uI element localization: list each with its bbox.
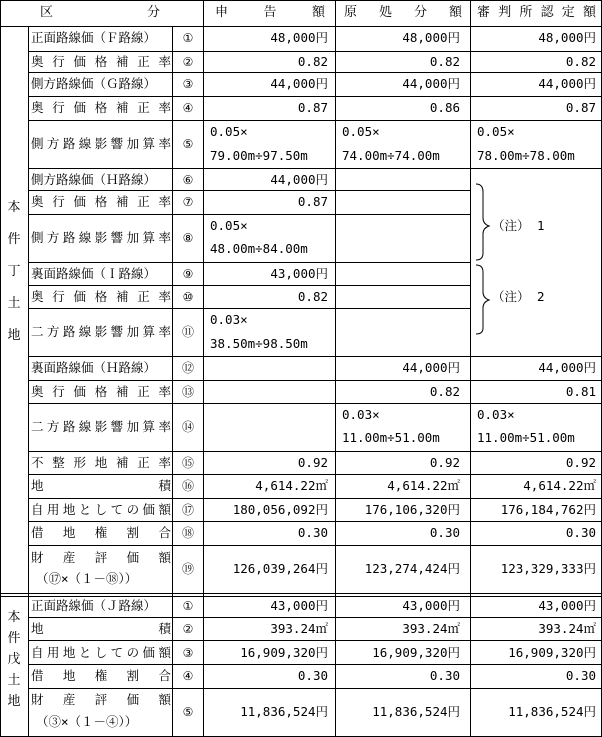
cell-tribunal: 0.87: [565, 100, 596, 115]
row-label: 地積: [31, 478, 171, 493]
row-label: 側方路線影響加算率: [31, 136, 171, 151]
cell-tribunal: 176,184,762円: [500, 502, 596, 517]
cell-declared: 126,039,264円: [232, 561, 328, 576]
row-number: ⑬: [181, 385, 194, 399]
row-label: 裏面路線価（Ｈ路線）: [31, 360, 157, 375]
cell-tribunal: 0.82: [565, 54, 596, 69]
row-number: ⑩: [182, 290, 194, 304]
row-number: ④: [182, 669, 194, 683]
cell-declared: 44,000円: [270, 76, 328, 91]
note-1: （注） 1: [492, 218, 545, 233]
row-number: ⑰: [181, 503, 194, 517]
cell-original: 44,000円: [402, 360, 460, 375]
row-number: ⑥: [182, 173, 194, 187]
cell-declared: 0.30: [297, 668, 328, 683]
header-declared: 申告額: [215, 5, 325, 20]
row-number: ⑦: [182, 195, 194, 209]
row-number: ④: [182, 101, 194, 115]
cell-declared: 0.87: [297, 100, 328, 115]
cell-original: 44,000円: [402, 76, 460, 91]
cell-tribunal: 123,329,333円: [500, 561, 596, 576]
cell-original: 11,836,524円: [372, 704, 460, 719]
cell-declared: 43,000円: [270, 598, 328, 613]
cell-tribunal: 0.92: [565, 455, 596, 470]
cell-original-line2: 11.00m÷51.00m: [342, 430, 440, 445]
row-label: 奥行価格補正率: [31, 289, 171, 304]
row-label: 借地権割合: [31, 668, 171, 683]
cell-declared: 0.92: [297, 455, 328, 470]
header-category: 区分: [40, 5, 160, 20]
row-number: ③: [182, 646, 194, 660]
cell-declared: 393.24㎡: [270, 621, 328, 636]
row-number: ⑫: [181, 361, 194, 375]
cell-declared: 0.30: [297, 525, 328, 540]
cell-tribunal: 44,000円: [538, 360, 596, 375]
row-label: 奥行価格補正率: [31, 194, 171, 209]
cell-original: 0.86: [429, 100, 460, 115]
cell-declared: 44,000円: [270, 172, 328, 187]
cell-declared-line2: 79.00m÷97.50m: [210, 148, 308, 163]
cell-original-line2: 74.00m÷74.00m: [342, 148, 440, 163]
row-number: ⑪: [181, 325, 194, 339]
row-label: 正面路線価（Ｊ路線）: [31, 598, 157, 613]
row-number: ⑮: [181, 456, 194, 470]
section1-label: 本 件 丁 土 地: [7, 200, 21, 343]
cell-declared: 48,000円: [270, 30, 328, 45]
row-label: 側方路線価（Ｇ路線）: [31, 76, 157, 91]
row-label: 正面路線価（Ｆ路線）: [31, 30, 157, 45]
cell-tribunal: 16,909,320円: [508, 645, 596, 660]
cell-tribunal-line2: 78.00m÷78.00m: [477, 148, 575, 163]
section2-label: 本 件 戊 土 地: [7, 610, 21, 709]
cell-original: 176,106,320円: [364, 502, 460, 517]
row-label: 側方路線影響加算率: [31, 230, 171, 245]
row-number: ②: [182, 55, 194, 69]
cell-tribunal: 44,000円: [538, 76, 596, 91]
cell-original: 123,274,424円: [364, 561, 460, 576]
cell-tribunal: 0.30: [565, 525, 596, 540]
row-number: ⑧: [182, 231, 194, 245]
row-label: 裏面路線価（Ｉ路線）: [31, 266, 157, 281]
row-number: ⑱: [181, 526, 194, 540]
row-label-line1: 財産評価額: [31, 550, 171, 565]
note-2: （注） 2: [492, 289, 545, 304]
row-label: 自用地としての価額: [31, 645, 171, 660]
cell-declared: 0.82: [297, 289, 328, 304]
cell-tribunal: 4,614.22㎡: [523, 478, 596, 493]
cell-declared-line1: 0.05×: [210, 124, 248, 139]
cell-declared: 0.87: [297, 194, 328, 209]
row-label: 奥行価格補正率: [31, 384, 171, 399]
cell-tribunal: 0.30: [565, 668, 596, 683]
row-label-line2: （③×（１－④））: [36, 714, 138, 729]
cell-tribunal: 11,836,524円: [508, 704, 596, 719]
cell-declared: 16,909,320円: [240, 645, 328, 660]
cell-original: 48,000円: [402, 30, 460, 45]
row-number: ⑨: [182, 267, 194, 281]
cell-declared: 180,056,092円: [232, 502, 328, 517]
row-number: ①: [182, 31, 194, 45]
row-label: 二方路線影響加算率: [31, 324, 171, 339]
cell-tribunal: 43,000円: [538, 598, 596, 613]
cell-tribunal: 393.24㎡: [538, 621, 596, 636]
header-original: 原処分額: [344, 5, 462, 20]
row-number: ⑭: [181, 420, 194, 434]
cell-original: 43,000円: [402, 598, 460, 613]
cell-tribunal-line2: 11.00m÷51.00m: [477, 430, 575, 445]
cell-declared-line1: 0.03×: [210, 312, 248, 327]
cell-declared: 4,614.22㎡: [255, 478, 328, 493]
cell-original: 0.92: [429, 455, 460, 470]
row-label: 二方路線影響加算率: [31, 419, 171, 434]
row-label: 側方路線価（Ｈ路線）: [31, 172, 157, 187]
row-label: 借地権割合: [31, 525, 171, 540]
row-label: 奥行価格補正率: [31, 100, 171, 115]
cell-original-line1: 0.03×: [342, 407, 380, 422]
cell-original: 0.30: [429, 525, 460, 540]
row-label-line2: （⑰×（１－⑱））: [36, 571, 138, 586]
cell-declared-line2: 38.50m÷98.50m: [210, 336, 308, 351]
row-number: ⑲: [181, 562, 194, 576]
cell-tribunal-line1: 0.03×: [477, 407, 515, 422]
row-number: ⑤: [182, 137, 194, 151]
cell-original: 0.30: [429, 668, 460, 683]
cell-original: 0.82: [429, 54, 460, 69]
row-number: ⑤: [182, 705, 194, 719]
cell-original: 4,614.22㎡: [387, 478, 460, 493]
row-label: 不整形地補正率: [31, 455, 171, 470]
row-number: ①: [182, 599, 194, 613]
row-number: ⑯: [181, 479, 194, 493]
cell-original: 16,909,320円: [372, 645, 460, 660]
cell-declared: 43,000円: [270, 266, 328, 281]
cell-original-line1: 0.05×: [342, 124, 380, 139]
row-label: 地積: [31, 621, 171, 636]
cell-declared-line2: 48.00m÷84.00m: [210, 241, 308, 256]
cell-original: 393.24㎡: [402, 621, 460, 636]
cell-tribunal-line1: 0.05×: [477, 124, 515, 139]
row-label-line1: 財産評価額: [31, 692, 171, 707]
cell-declared: 0.82: [297, 54, 328, 69]
row-number: ②: [182, 622, 194, 636]
cell-original: 0.82: [429, 384, 460, 399]
cell-tribunal: 0.81: [565, 384, 596, 399]
cell-tribunal: 48,000円: [538, 30, 596, 45]
row-label: 自用地としての価額: [31, 502, 171, 517]
header-tribunal: 審判所認定額: [477, 5, 596, 20]
cell-declared: 11,836,524円: [240, 704, 328, 719]
row-label: 奥行価格補正率: [31, 54, 171, 69]
cell-declared-line1: 0.05×: [210, 218, 248, 233]
row-number: ③: [182, 77, 194, 91]
